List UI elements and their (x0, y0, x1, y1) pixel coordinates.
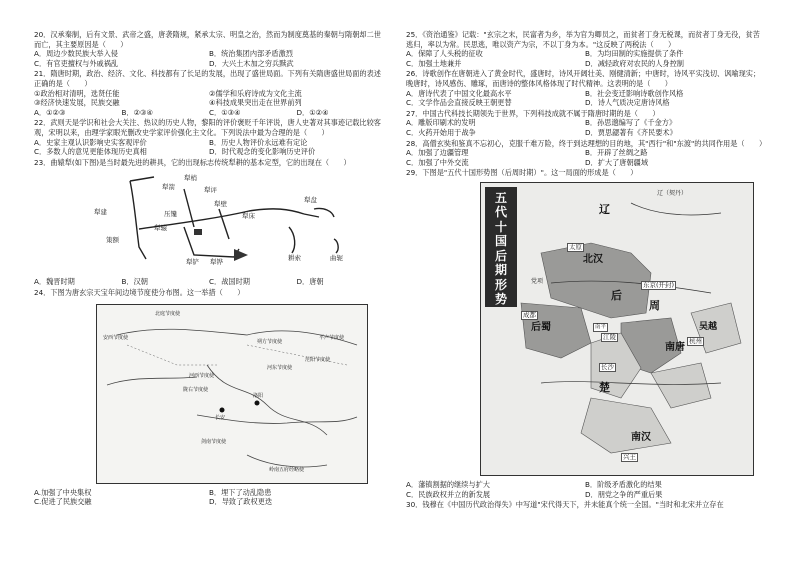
city-changsha: 长沙 (601, 362, 614, 371)
label-pinglu: 平卢节度使 (319, 334, 345, 341)
title-char: 势 (494, 292, 507, 307)
statement-2: ②儒学和乐府诗成为文化主流 (209, 88, 302, 98)
label-lingnan: 岭南五府经略使 (269, 466, 305, 473)
city-xingwang: 兴王 (623, 452, 636, 461)
label-cedao: 犁铲 (186, 258, 199, 267)
title-char: 后 (494, 248, 507, 263)
question-20 (34, 30, 384, 68)
option-b: B．为均田制的实施提供了条件 (585, 49, 684, 59)
plough-figure (34, 169, 384, 275)
question-29-stem: 29．下图是"五代十国形势图（后周时期）"。这一局面的形成是（ ） (406, 168, 638, 178)
title-char: 期 (494, 263, 507, 278)
label-luoyang: 洛阳 (253, 392, 264, 399)
title-char: 形 (494, 277, 507, 292)
option-d: D．时代观念的变化影响历史评价 (209, 147, 316, 157)
option-c: C.促进了民族交融 (34, 497, 92, 507)
label-dangxiang: 党项 (531, 277, 544, 285)
question-25-stem: 25．《资治通鉴》记载："玄宗之末，民富者为乡，举为官为卿员之，而贫者丁身无税课，而贫者丁身无役，贫苦逃归，率以为常。民思逃，唯以资产为宗，不以丁身为本。"这反映了两税法（ ） (406, 30, 760, 49)
left-column (34, 30, 384, 508)
question-23-stem: 23．曲辕犁(如下图)是当时最先进的耕具，它的出现标志传统犁耕的基本定型，它的出现在（ ） (34, 157, 351, 167)
question-22-options (34, 138, 384, 157)
question-24-options (34, 488, 384, 507)
title-char: 国 (494, 234, 507, 249)
right-column (406, 30, 767, 511)
question-27-options (406, 118, 764, 137)
option-a: A．①②③ (34, 107, 66, 117)
state-liao: 辽 (599, 202, 610, 216)
question-21 (34, 69, 384, 117)
question-27 (406, 109, 764, 138)
state-nanhan: 南汉 (631, 431, 651, 443)
option-d: D．导致了政权更迭 (209, 497, 273, 507)
option-a: A．唐诗代表了中国文化最高水平 (406, 88, 512, 98)
state-houshu: 后蜀 (531, 321, 551, 333)
option-d: D．大兴土木加之穷兵黩武 (209, 58, 294, 68)
label-lipan-right: 犁盘 (304, 196, 317, 205)
statement-4: ④科技成果突出走在世界前列 (209, 98, 302, 108)
label-lidao: 犁辕 (154, 224, 167, 233)
tang-map-figure (34, 300, 384, 486)
question-21-options (34, 108, 384, 118)
statement-3: ③经济快速发展，民族交融 (34, 98, 120, 108)
question-22-stem: 22．武则天是学识和社会大关注、热议的历史人物，黎阳的评价褒贬千年评说，唐人史著对其事迹记载比较客观，宋明以来，由理学家眼光删改史学家评价强化主文化。下列说法中最为合理的是（ ） (34, 118, 381, 137)
question-24-stem: 24．下图为唐玄宗天宝年间边境节度使分布图。这一举措（ ） (34, 287, 245, 297)
option-a: A．雕版印刷术的发明 (406, 118, 476, 128)
question-26 (406, 69, 764, 107)
statement-1: ①政治相对清明，选贤任能 (34, 88, 120, 98)
question-27-stem: 27．中国古代科技长期领先于世界，下列科技成就不属于隋唐时期的是（ ） (406, 108, 660, 118)
question-23 (34, 158, 384, 287)
label-yabian: 压镵 (164, 210, 177, 219)
option-c: C．①③④ (209, 107, 241, 117)
question-21-statements (34, 89, 384, 108)
question-28 (406, 138, 767, 168)
label-lichuang: 犁床 (242, 212, 255, 221)
question-20-options (34, 49, 384, 68)
question-25-options (406, 49, 764, 68)
city-taiyuan: 太原 (569, 242, 582, 251)
option-c: C．火药开始用于战争 (406, 127, 476, 137)
label-quee: 曲轭 (330, 254, 343, 263)
label-lishao-top: 犁梢 (184, 174, 197, 183)
city-jiangling: 江陵 (603, 332, 616, 341)
state-beihan: 北汉 (583, 253, 603, 265)
option-c: C．多数人的意见更能体现历史真相 (34, 147, 147, 157)
city-kaifeng: 东京(开封) (643, 280, 675, 289)
option-d: D．贾思勰著有《齐民要术》 (585, 127, 677, 137)
option-c: C．文学作品会直接反映王朝更替 (406, 98, 512, 108)
label-fanyang: 范阳节度使 (305, 356, 331, 363)
option-b: B．埋下了动乱隐患 (209, 487, 272, 497)
option-d: D．扩大了唐朝疆域 (585, 157, 649, 167)
label-hexi: 河西节度使 (189, 372, 215, 379)
option-a: A．保障了人头税的征收 (406, 49, 483, 59)
option-a: A．加强了边疆管理 (406, 148, 469, 158)
option-c: C．战国时期 (209, 277, 250, 287)
city-chengdu: 成都 (523, 310, 536, 319)
option-a: A．魏晋时期 (34, 277, 75, 287)
label-beiting: 北庭节度使 (155, 310, 181, 317)
label-lijian: 策额 (106, 236, 119, 245)
state-wuyue: 吴越 (699, 321, 718, 332)
question-29 (406, 168, 764, 499)
option-b: B．统治集团内部矛盾激烈 (209, 49, 293, 59)
question-21-stem: 21．隋唐时期，政治、经济、文化、科技都有了长足的发展，出现了盛世局面。下列有关隋唐盛世局面的表述正确的是（ ） (34, 69, 381, 88)
option-d: D．①②④ (296, 107, 329, 117)
state-hou: 后 (611, 288, 622, 302)
option-b: B．汉朝 (121, 277, 148, 287)
option-b: B．阶级矛盾激化的结果 (585, 479, 662, 489)
option-a: A.加强了中央集权 (34, 487, 92, 497)
question-28-options (406, 148, 764, 167)
option-d: D．减轻政府对农民的人身控制 (585, 58, 684, 68)
label-lipan: 犁评 (204, 186, 217, 195)
title-char: 代 (494, 205, 507, 220)
tang-jiedushi-map (96, 304, 368, 484)
question-30-stem: 30．钱穆在《中国历代政治得失》中写道"宋代得天下，并未能真个统一全国。"当时和北宋并立存在 (406, 500, 724, 510)
label-gengsuo: 耕索 (288, 254, 301, 263)
state-nantang: 南唐 (665, 341, 685, 353)
option-b: B．开辟了丝绸之路 (585, 148, 648, 158)
option-a: A．周边少数民族大举入侵 (34, 49, 118, 59)
option-c: C．加强了中外交流 (406, 157, 469, 167)
label-shuofang: 朔方节度使 (257, 338, 283, 345)
question-26-stem: 26．诗歌创作在唐朝进入了黄金时代，盛唐时，诗风开阔壮美、刚健清新；中唐时，诗风平实浅切、讽喻现实；晚唐时，诗风感伤、雕琢，而唐诗的整体风格体现了时代精神。这表明的是（ ） (406, 69, 761, 88)
option-c: C．有官吏擅权与外戚祸乱 (34, 58, 119, 68)
question-25 (406, 30, 764, 68)
question-26-options (406, 89, 764, 108)
city-hangzhou: 杭州 (689, 336, 702, 345)
label-lihua-bottom: 犁铧 (210, 258, 223, 267)
label-libi: 犁壁 (214, 200, 227, 209)
option-d: D．唐朝 (296, 277, 324, 287)
question-29-options (406, 480, 764, 499)
option-a: A．藩镇割据的继续与扩大 (406, 479, 490, 489)
question-23-options (34, 277, 384, 287)
title-char: 五 (494, 190, 507, 205)
option-b: B．历史人物评价永远难有定论 (209, 137, 308, 147)
question-30 (406, 500, 764, 510)
five-dynasties-map (480, 182, 754, 476)
tang-map-drawing (97, 305, 367, 483)
label-anxi: 安西节度使 (103, 334, 129, 341)
option-d: D．诗人气质决定唐诗风格 (585, 98, 670, 108)
option-b: B．孙思邈编写了《千金方》 (585, 118, 677, 128)
question-22 (34, 118, 384, 156)
state-zhou: 周 (649, 298, 660, 312)
label-longyou: 陇右节度使 (183, 386, 209, 393)
option-c: C．民族政权并立的新发展 (406, 489, 491, 499)
option-d: D．朋党之争的严重后果 (585, 489, 663, 499)
state-chu: 楚 (599, 380, 610, 394)
option-b: B．②③④ (121, 107, 153, 117)
label-liping: 犁箭 (162, 183, 175, 192)
option-b: B．社会变迁影响诗歌创作风格 (585, 88, 684, 98)
option-c: C．加强土地兼并 (406, 58, 462, 68)
city-nanping: 南平 (595, 323, 607, 330)
question-20-stem: 20．汉承秦制，后有文景、武帝之盛，唐袭隋规，紧承太宗、明皇之治，然而为制度奠基的秦朝与隋朝却二世而亡，其主要原因是（ ） (34, 30, 381, 49)
label-lishao: 犁建 (94, 208, 107, 217)
map-title (491, 191, 511, 307)
question-28-stem: 28．高僧玄奘和鉴真不忘初心，克服千难万险，终于到达理想的目的地，其"西行"和"东渡"的共同作用是（ ） (406, 138, 767, 148)
label-liao-khitan: 辽（契丹） (657, 189, 688, 197)
option-a: A．史家主观认识影响史实客观评价 (34, 137, 147, 147)
question-24 (34, 288, 384, 507)
five-dynasties-map-figure (406, 180, 764, 478)
label-hedong: 河东节度使 (267, 364, 293, 371)
label-jiannan: 剑南节度使 (201, 438, 227, 445)
title-char: 十 (494, 219, 507, 234)
label-changan: 长安 (215, 414, 226, 421)
